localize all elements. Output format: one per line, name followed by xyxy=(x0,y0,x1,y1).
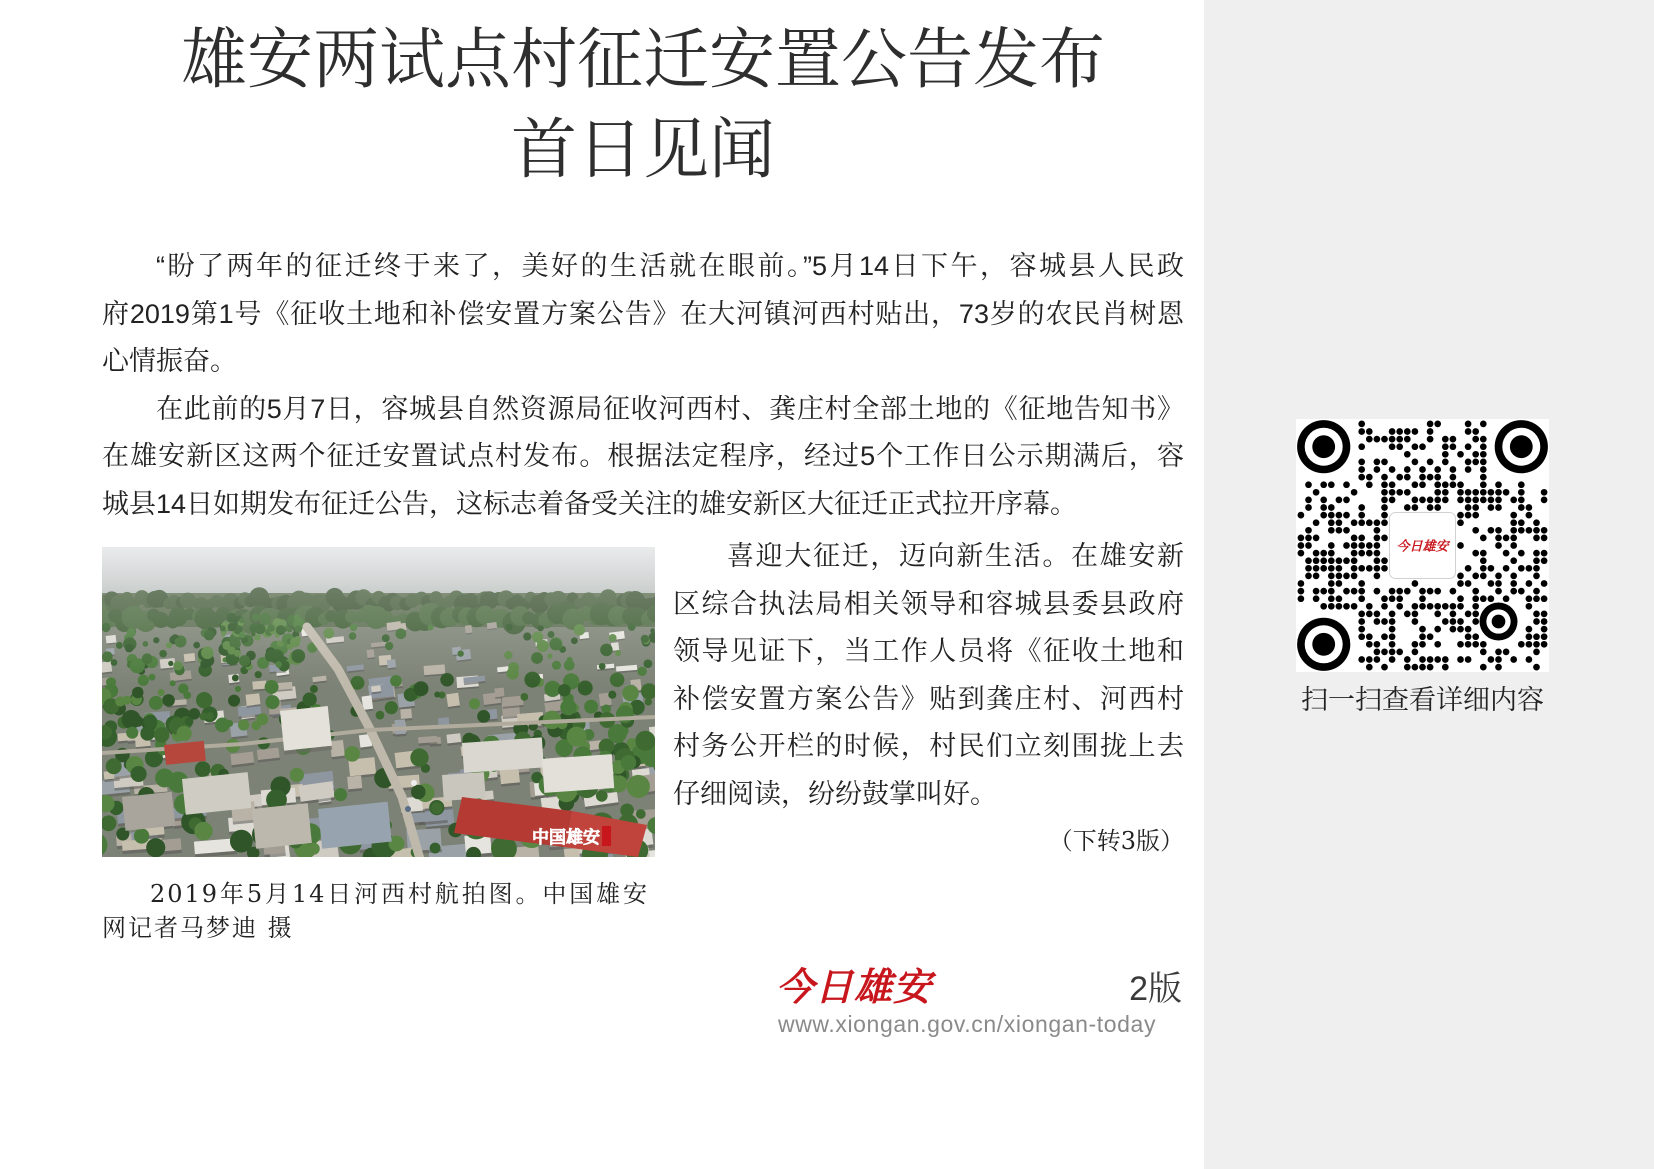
aerial-photo-image xyxy=(102,547,655,857)
article-body xyxy=(102,243,1184,528)
paragraph-line: 村务公开栏的时候，村民们立刻围拢上去 xyxy=(673,731,1184,761)
article-column xyxy=(673,533,1184,818)
paragraph-line: 在雄安新区这两个征迁安置试点村发布。根据法定程序，经过5个工作日公示期满后，容 xyxy=(102,441,1184,471)
paragraph-line: 仔细阅读，纷纷鼓掌叫好。 xyxy=(673,778,997,809)
headline-line: 雄安两试点村征迁安置公告发布 xyxy=(181,22,1105,96)
paragraph-line: 喜迎大征迁，迈向新生活。在雄安新 xyxy=(727,541,1184,571)
paragraph-line: 领导见证下，当工作人员将《征收土地和 xyxy=(673,636,1184,666)
watermark-seal xyxy=(602,826,611,846)
paragraph-line: 补偿安置方案公告》贴到龚庄村、河西村 xyxy=(673,683,1184,714)
qr-logo-text: 今日雄安 xyxy=(1396,539,1449,555)
qr-panel xyxy=(1204,0,1654,1169)
paragraph-2 xyxy=(102,386,1184,529)
continued-note: （下转3版） xyxy=(1048,827,1184,855)
headline-subline: 首日见闻 xyxy=(511,112,775,186)
qr-code-image xyxy=(1296,419,1549,672)
paragraph-line: 心情振奋。 xyxy=(102,346,237,376)
qr-caption: 扫一扫查看详细内容 xyxy=(1301,685,1544,715)
qr-center-logo xyxy=(1390,513,1456,579)
paragraph-line: 区综合执法局相关领导和容城县委县政府 xyxy=(673,588,1184,619)
caption-line: 网记者马梦迪 摄 xyxy=(102,914,294,942)
site-url: www.xiongan.gov.cn/xiongan-today xyxy=(778,1011,1157,1037)
caption-line: 2019年5月14日河西村航拍图。中国雄安 xyxy=(150,880,649,908)
aerial-photo xyxy=(102,547,655,857)
paragraph-1 xyxy=(102,243,1184,386)
paragraph-line: “盼了两年的征迁终于来了，美好的生活就在眼前。”5月14日下午，容城县人民政 xyxy=(156,251,1184,281)
qr-code xyxy=(1296,419,1549,672)
paragraph-line: 城县14日如期发布征迁公告，这标志着备受关注的雄安新区大征迁正式拉开序幕。 xyxy=(102,488,1078,519)
paragraph-line: 府2019第1号《征收土地和补偿安置方案公告》在大河镇河西村贴出，73岁的农民肖树恩 xyxy=(102,298,1184,329)
headline xyxy=(102,14,1184,194)
newspaper-logo: 今日雄安 xyxy=(776,964,933,1009)
photo-caption xyxy=(102,877,649,945)
page-number: 2版 xyxy=(1129,970,1182,1008)
watermark-text: 中国雄安 xyxy=(532,828,600,848)
photo-watermark xyxy=(532,826,611,848)
paragraph-line: 在此前的5月7日，容城县自然资源局征收河西村、龚庄村全部土地的《征地告知书》 xyxy=(156,393,1184,424)
